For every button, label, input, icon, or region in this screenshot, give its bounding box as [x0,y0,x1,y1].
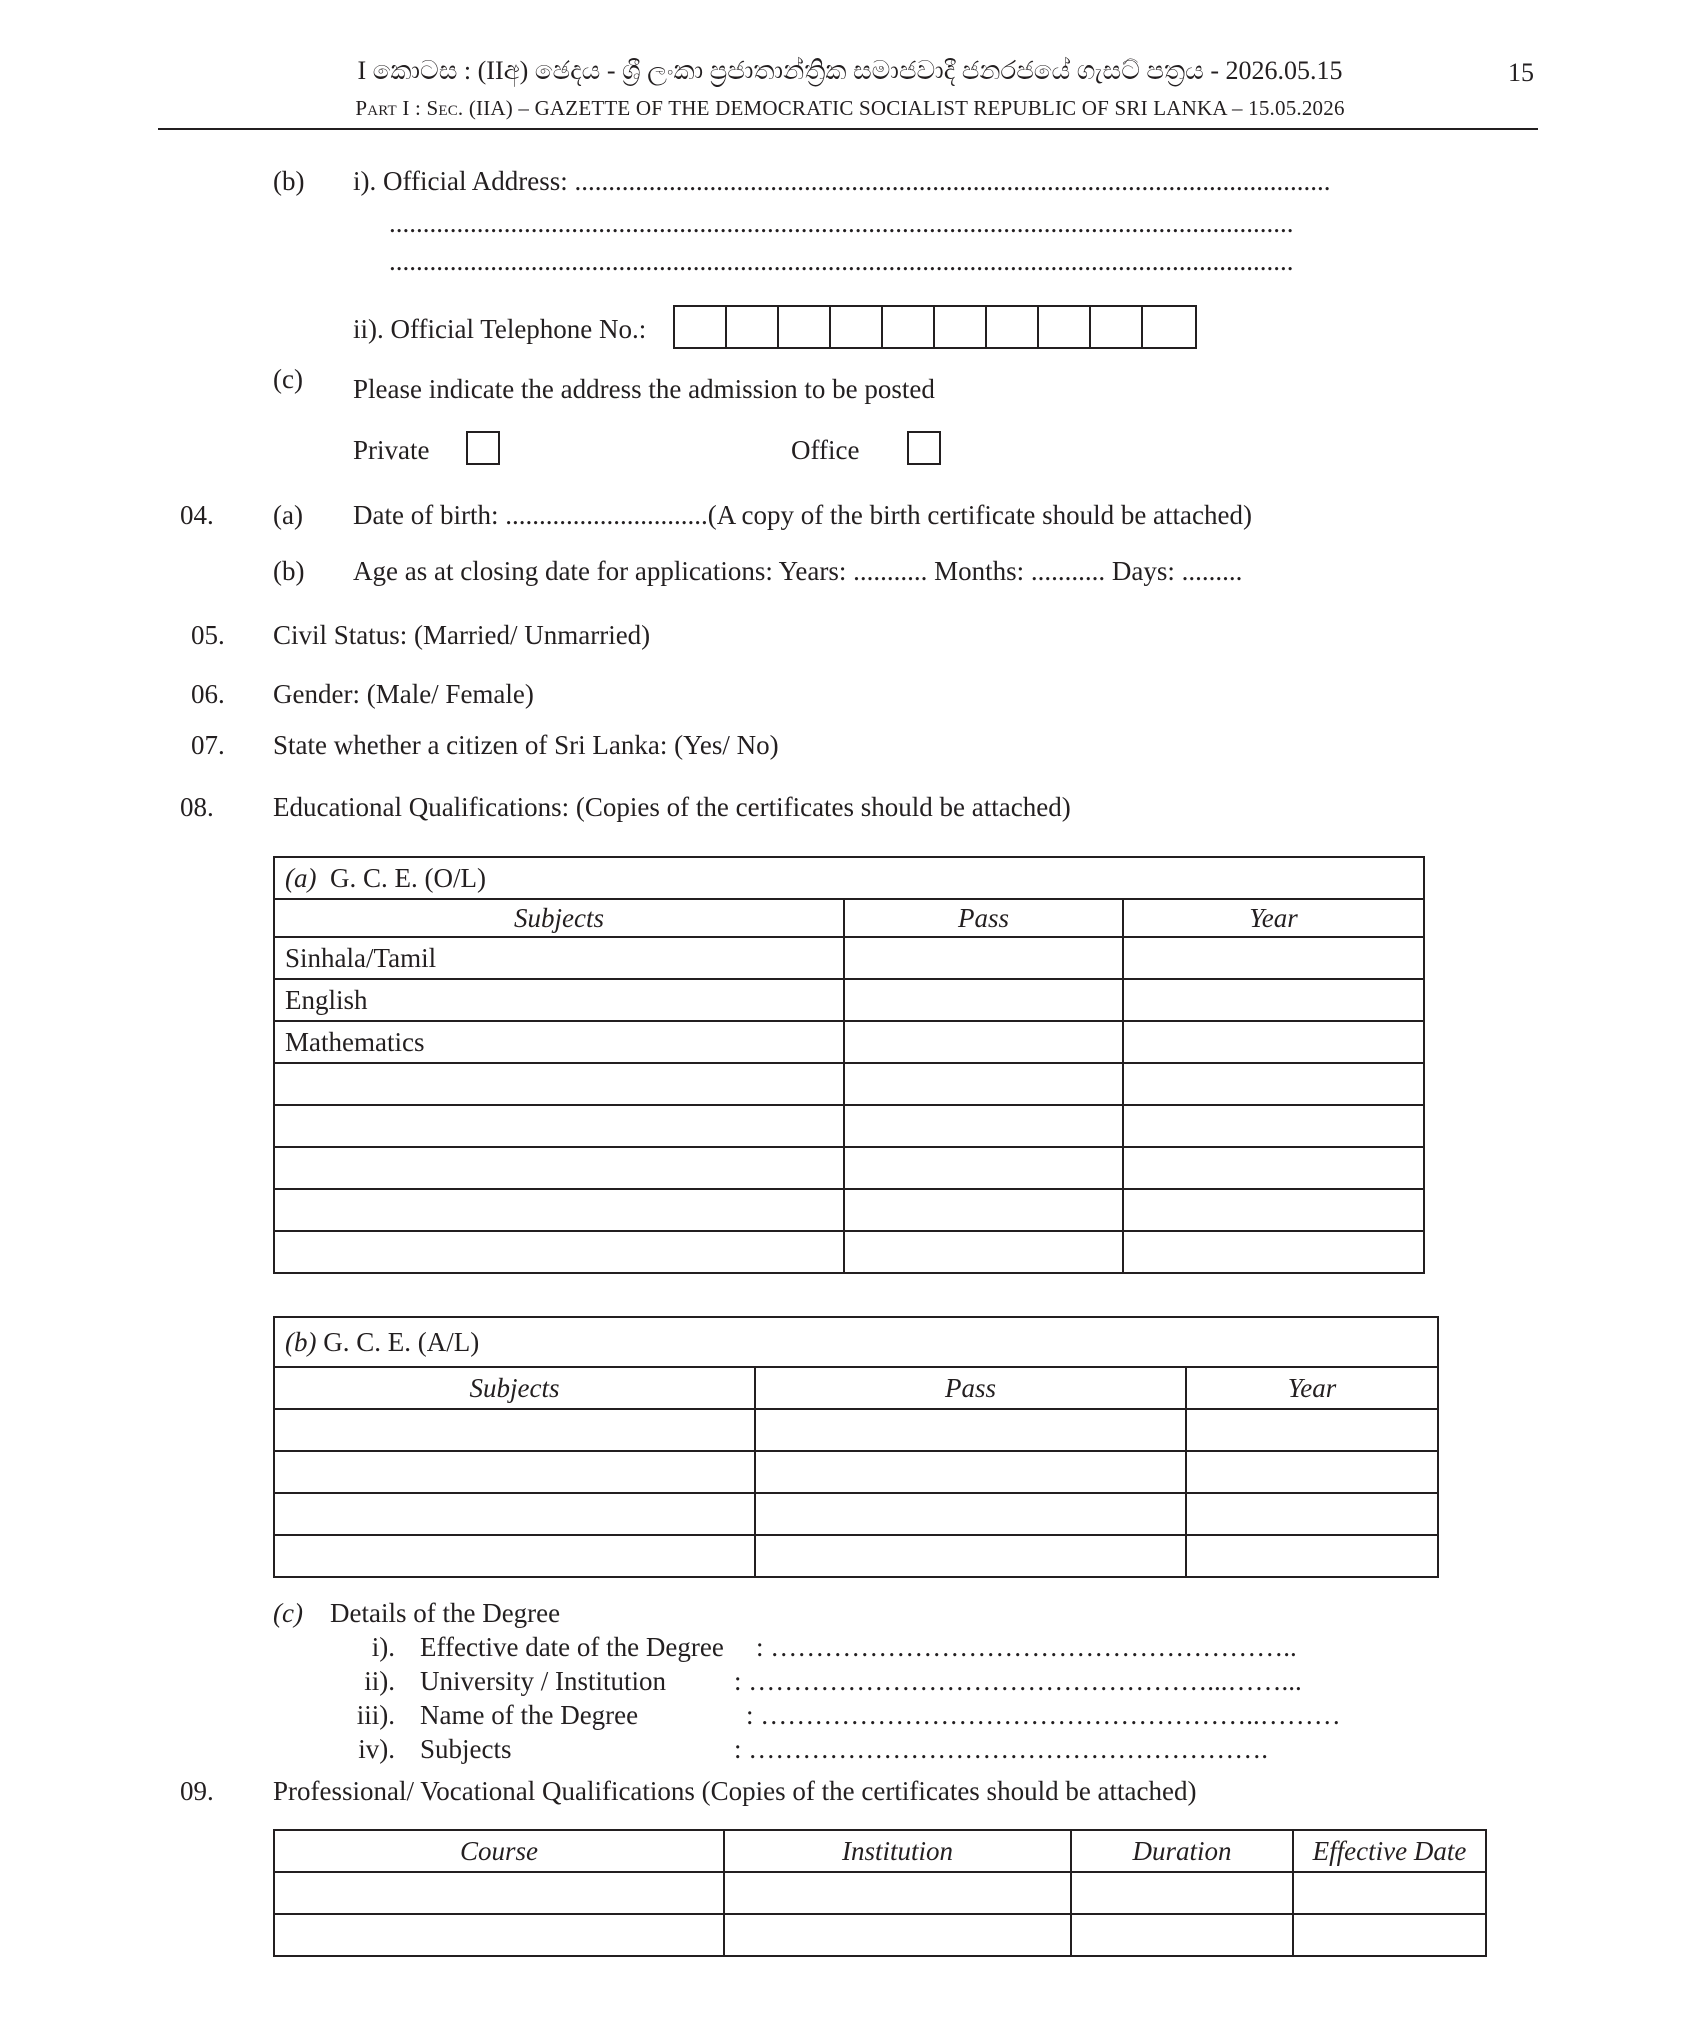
table-cell[interactable] [1071,1914,1293,1956]
table-cell[interactable] [1123,937,1424,979]
degree-name-field: : ………………………………………………..……… [746,1700,1341,1730]
ol-table-row [274,1063,1424,1105]
official-telephone-boxes[interactable] [673,305,1197,349]
degree-item-num: ii). [364,1666,395,1696]
degree-item-num: i). [371,1632,395,1662]
table-cell[interactable] [274,1231,844,1273]
table-cell[interactable] [274,1535,755,1577]
prof-header-effective-date: Effective Date [1293,1830,1486,1872]
official-address-line-2: ...................................................................................................................................... [389,208,1294,238]
table-cell[interactable] [1186,1451,1438,1493]
civil-status-field: Civil Status: (Married/ Unmarried) [273,620,651,650]
table-cell[interactable] [274,1914,724,1956]
table-cell[interactable] [844,1189,1123,1231]
table-cell[interactable]: Mathematics [274,1021,844,1063]
telephone-digit-box[interactable] [675,307,727,347]
degree-title: Details of the Degree [330,1598,561,1628]
option-private-label: Private [353,435,430,465]
table-cell[interactable] [274,1063,844,1105]
al-table-caption [274,1317,1438,1367]
table-cell[interactable] [274,1493,755,1535]
table-cell[interactable] [1123,1105,1424,1147]
ol-table-row [274,1105,1424,1147]
table-cell[interactable] [1186,1535,1438,1577]
telephone-digit-box[interactable] [1039,307,1091,347]
date-of-birth-field: Date of birth: ..............................(A copy of the birth certificate should be attached) [353,500,1252,530]
table-cell[interactable] [1123,1147,1424,1189]
table-cell[interactable] [274,1451,755,1493]
ol-table-row [274,937,1424,979]
option-office-label: Office [791,435,860,465]
ol-table-caption [274,857,1424,899]
table-cell[interactable] [1293,1914,1486,1956]
item-09-number: 09. [180,1776,214,1806]
telephone-digit-box[interactable] [1091,307,1143,347]
table-cell[interactable] [274,1147,844,1189]
table-cell[interactable] [844,1021,1123,1063]
table-cell[interactable] [724,1872,1071,1914]
prof-table-row [274,1872,1486,1914]
section-b-marker: (b) [273,166,305,196]
educational-qualifications-heading: Educational Qualifications: (Copies of the certificates should be attached) [273,792,1071,822]
table-cell[interactable] [274,1872,724,1914]
telephone-digit-box[interactable] [727,307,779,347]
table-cell[interactable] [1293,1872,1486,1914]
table-cell[interactable] [1071,1872,1293,1914]
degree-subjects-label: Subjects [420,1734,512,1764]
item-05-number: 05. [191,620,225,650]
table-cell[interactable] [755,1451,1186,1493]
table-cell[interactable] [724,1914,1071,1956]
table-cell[interactable] [844,979,1123,1021]
ol-table-row [274,1147,1424,1189]
gender-field: Gender: (Male/ Female) [273,679,534,709]
table-cell[interactable] [844,1231,1123,1273]
prof-header-course: Course [274,1830,724,1872]
professional-qualifications-heading: Professional/ Vocational Qualifications (Copies of the certificates should be attached) [273,1776,1197,1806]
table-cell[interactable] [274,1105,844,1147]
table-cell[interactable] [755,1493,1186,1535]
age-field: Age as at closing date for applications: Years: ........... Months: ........... Days: ......... [353,556,1243,586]
item-06-number: 06. [191,679,225,709]
ol-header-subjects: Subjects [274,899,844,937]
ol-caption-text: G. C. E. (O/L) [329,862,486,893]
table-cell[interactable] [1123,1063,1424,1105]
table-cell[interactable] [844,1063,1123,1105]
table-cell[interactable]: Sinhala/Tamil [274,937,844,979]
section-c-marker: (c) [273,364,303,394]
degree-name-label: Name of the Degree [420,1700,639,1730]
telephone-digit-box[interactable] [935,307,987,347]
ol-table-row [274,979,1424,1021]
ol-table-row [274,1189,1424,1231]
table-cell[interactable] [1123,1231,1424,1273]
prof-table-row [274,1914,1486,1956]
item-08-number: 08. [180,792,214,822]
prof-header-institution: Institution [724,1830,1071,1872]
official-telephone-label: ii). Official Telephone No.: [353,314,647,344]
al-caption-text: G. C. E. (A/L) [323,1326,480,1357]
private-checkbox[interactable] [466,431,500,465]
ol-table-row [274,1231,1424,1273]
item-04a-marker: (a) [273,500,303,530]
degree-university-field: : ……………………………………………...……... [734,1666,1302,1696]
ol-header-pass: Pass [844,899,1123,937]
item-04-number: 04. [180,500,214,530]
official-address-label: i). Official Address: ................................................................................................................ [353,166,1331,196]
telephone-digit-box[interactable] [779,307,831,347]
item-07-number: 07. [191,730,225,760]
degree-marker: (c) [273,1598,303,1628]
table-cell[interactable] [844,1105,1123,1147]
page-number: 15 [1508,58,1534,87]
header-english-line: Part I : Sec. (IIA) – GAZETTE OF THE DEMOCRATIC SOCIALIST REPUBLIC OF SRI LANKA – 15.05.2026 [355,96,1345,120]
telephone-digit-box[interactable] [987,307,1039,347]
table-cell[interactable] [844,1147,1123,1189]
table-cell[interactable] [1123,1021,1424,1063]
telephone-digit-box[interactable] [1143,307,1195,347]
table-cell[interactable] [274,1189,844,1231]
header-rule [158,128,1538,130]
table-cell[interactable] [1123,1189,1424,1231]
table-cell[interactable] [274,1409,755,1451]
al-results-table [273,1316,1439,1578]
table-cell[interactable]: English [274,979,844,1021]
official-address-line-3: ...................................................................................................................................... [389,246,1294,276]
degree-item-num: iv). [358,1734,395,1764]
telephone-digit-box[interactable] [831,307,883,347]
al-table-row [274,1493,1438,1535]
header-sinhala-line: I කොටස : (IIඅ) ඡෙදය - ශ්‍රී ලංකා ප්‍රජාතාන්ත්‍රික සමාජවාදී ජනරජයේ ගැසට් පත්‍රය - 2026.05.15 [357,56,1343,85]
prof-header-duration: Duration [1071,1830,1293,1872]
table-cell[interactable] [1186,1493,1438,1535]
citizenship-field: State whether a citizen of Sri Lanka: (Yes/ No) [273,730,779,760]
table-cell[interactable] [1186,1409,1438,1451]
professional-qualifications-table [273,1829,1487,1957]
degree-item-num: iii). [356,1700,395,1730]
table-cell[interactable] [1123,979,1424,1021]
al-table-row [274,1409,1438,1451]
table-cell[interactable] [755,1535,1186,1577]
degree-university-label: University / Institution [420,1666,666,1696]
al-header-year: Year [1186,1367,1438,1409]
al-table-row [274,1535,1438,1577]
ol-table-row [274,1021,1424,1063]
ol-results-table [273,856,1425,1274]
table-cell[interactable] [755,1409,1186,1451]
ol-header-year: Year [1123,899,1424,937]
degree-subjects-field: : …………………………………………………. [734,1734,1269,1764]
al-header-pass: Pass [755,1367,1186,1409]
telephone-digit-box[interactable] [883,307,935,347]
degree-effective-date-label: Effective date of the Degree [420,1632,724,1662]
al-table-row [274,1451,1438,1493]
posting-address-instruction: Please indicate the address the admission to be posted [353,374,935,404]
degree-effective-date-field: : ………………………………………………….. [756,1632,1297,1662]
office-checkbox[interactable] [907,431,941,465]
item-04b-marker: (b) [273,556,305,586]
al-caption-marker: (b) [285,1326,317,1357]
ol-caption-marker: (a) [285,862,317,893]
al-header-subjects: Subjects [274,1367,755,1409]
table-cell[interactable] [844,937,1123,979]
